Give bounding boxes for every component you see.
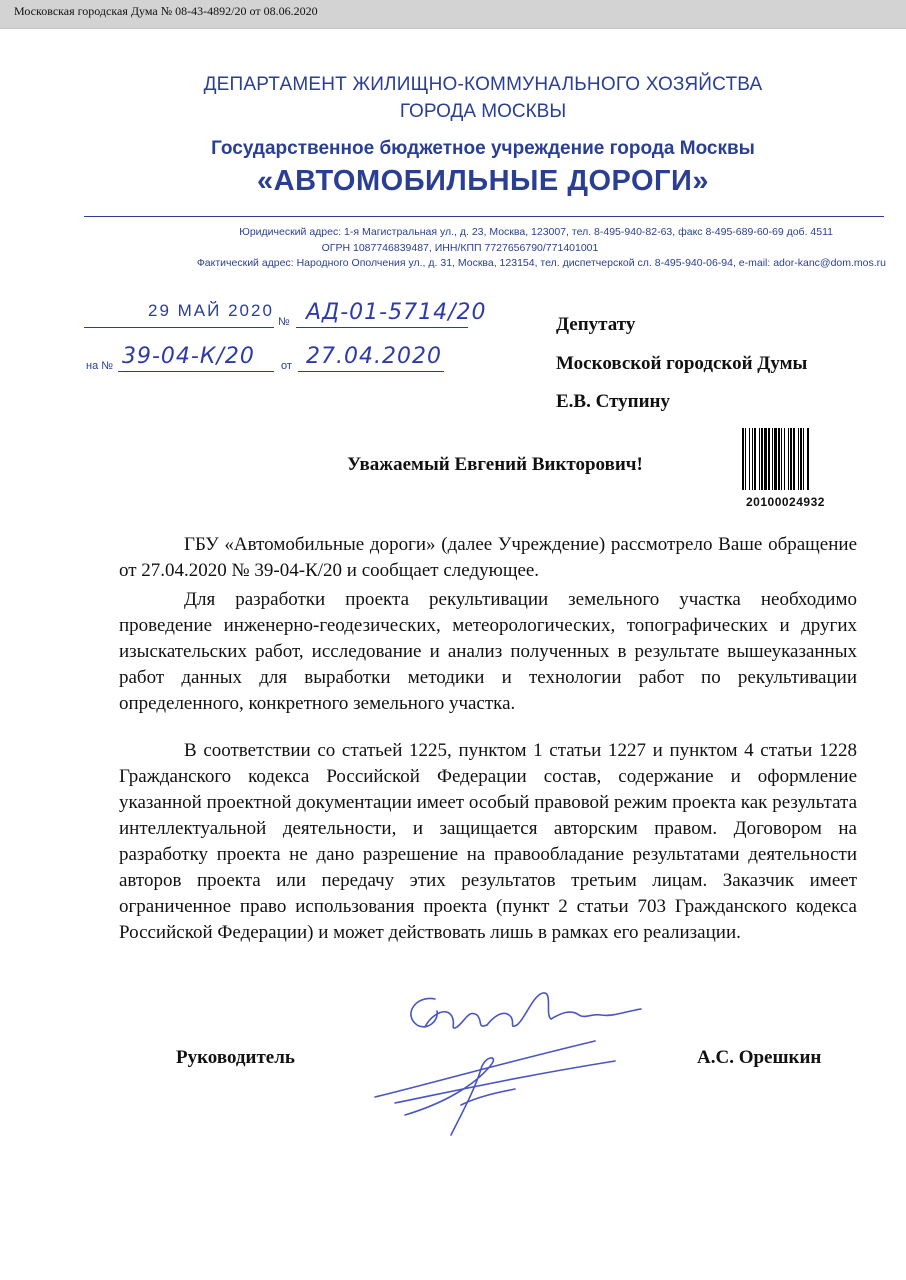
reply-number-underline	[118, 371, 274, 372]
letterhead-rule	[84, 216, 884, 217]
body-paragraph-3	[119, 738, 857, 946]
top-bar	[0, 0, 906, 29]
registration-date-stamp: 29 МАЙ 2020	[148, 301, 274, 320]
body-paragraph-2-text: Для разработки проекта рекультивации земельного участка необходимо проведение инженерно-геодезических, метеорологических, топографических и других изыскательских работ, исследование и анализ полученных в результате вышеуказанных работ данных для выработки методики и технологии работ по рекультивации определенного, конкретного земельного участка.	[119, 589, 857, 714]
reply-label: на №	[86, 360, 114, 372]
signer-position: Руководитель	[176, 1047, 295, 1068]
reply-date: 27.04.2020	[306, 344, 442, 369]
date-underline	[84, 327, 274, 328]
reply-date-underline	[298, 371, 444, 372]
department-line2: ГОРОДА МОСКВЫ	[399, 101, 567, 122]
legal-address: Юридический адрес: 1-я Магистральная ул., д. 23, Москва, 123007, тел. 8-495-940-82-63, факс 8-495-689-60-69 доб. 4511	[239, 226, 833, 238]
ogrn-inn: ОГРН 1087746839487, ИНН/КПП 7727656790/771401001	[321, 242, 599, 254]
number-underline	[296, 327, 468, 328]
from-label: от	[281, 360, 292, 372]
outgoing-number: АД-01-5714/20	[306, 300, 487, 325]
institution-line: Государственное бюджетное учреждение города Москвы	[211, 138, 755, 159]
addressee-line1: Депутату	[556, 314, 636, 335]
signer-name: А.С. Орешкин	[697, 1047, 822, 1068]
handwritten-signature	[365, 985, 665, 1145]
actual-address: Фактический адрес: Народного Ополчения ул., д. 31, Москва, 123154, тел. диспетчерской сл. 8-495-940-06-94, e-mail: ador-kanc@dom.mos.ru	[196, 257, 886, 269]
department-line1: ДЕПАРТАМЕНТ ЖИЛИЩНО-КОММУНАЛЬНОГО ХОЗЯЙСТВА	[203, 74, 763, 95]
addressee-line2: Московской городской Думы	[556, 353, 808, 374]
body-paragraph-1	[119, 532, 857, 584]
top-bar-text: Московская городская Дума № 08-43-4892/20 от 08.06.2020	[14, 4, 318, 18]
body-paragraph-1-text: ГБУ «Автомобильные дороги» (далее Учреждение) рассмотрело Ваше обращение от 27.04.2020 № 39-04-К/20 и сообщает следующее.	[119, 534, 857, 581]
addressee-line3: Е.В. Ступину	[556, 391, 670, 412]
body-paragraph-2	[119, 587, 857, 717]
institution-name: «АВТОМОБИЛЬНЫЕ ДОРОГИ»	[257, 165, 709, 197]
body-paragraph-3-text: В соответствии со статьей 1225, пунктом 1 статьи 1227 и пунктом 4 статьи 1228 Гражданского кодекса Российской Федерации состав, содержание и оформление указанной проектной документации имеет особый правовой режим проекта как результата интеллектуальной деятельности, и защищается авторским правом. Договором на разработку проекта не дано разрешение на правообладание результатами деятельности авторов проекта или передачу этих результатов третьим лицам. Заказчик имеет ограниченное право использования проекта (пункт 2 статьи 703 Гражданского кодекса Российской Федерации) и может действовать лишь в рамках его реализации.	[119, 740, 857, 943]
barcode-number: 20100024932	[746, 495, 825, 509]
reply-number: 39-04-К/20	[122, 344, 255, 369]
number-label: №	[278, 316, 290, 328]
salutation: Уважаемый Евгений Викторович!	[347, 454, 643, 475]
